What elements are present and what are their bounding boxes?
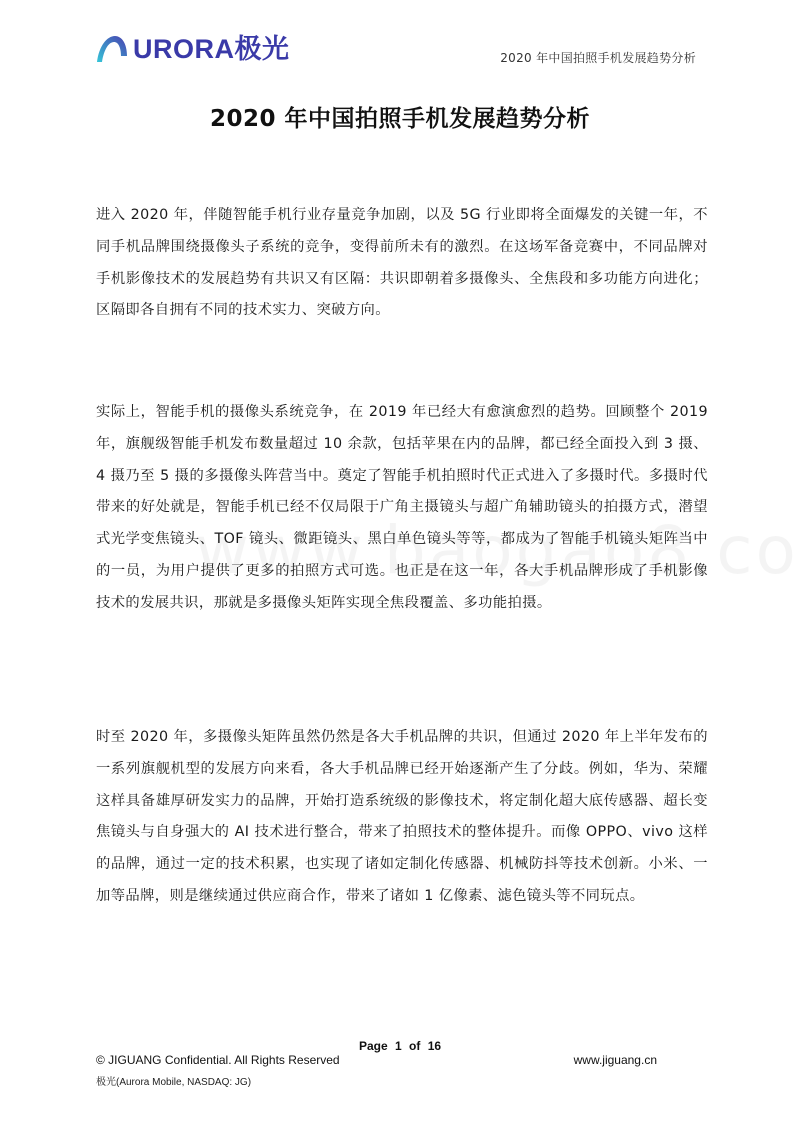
paragraph: 时至 2020 年，多摄像头矩阵虽然仍然是各大手机品牌的共识，但通过 2020 年上半年发布的一系列旗舰机型的发展方向来看，各大手机品牌已经开始逐渐产生了分歧。例如，华为、荣耀这样具备雄厚研发实力的品牌，开始打造系统级的影像技术，将定制化超大底传感器、超长变焦镜头与自身强大的 AI 技术进行整合，带来了拍照技术的整体提升。而像 OPPO、vivo 这样的品牌，通过一定的技术积累，也实现了诸如定制化传感器、机械防抖等技术创新。小米、一加等品牌，则是继续通过供应商合作，带来了诸如 1 亿像素、滤色镜头等不同玩点。 [96, 729, 708, 904]
paragraph: 实际上，智能手机的摄像头系统竞争，在 2019 年已经大有愈演愈烈的趋势。回顾整个 2019 年，旗舰级智能手机发布数量超过 10 余款，包括苹果在内的品牌，都已经全面投入到 3 摄、4 摄乃至 5 摄的多摄像头阵营当中。奠定了智能手机拍照时代正式进入了多摄时代。多摄时代带来的好处就是，智能手机已经不仅局限于广角主摄镜头与超广角辅助镜头的拍摄方式，潜望式光学变焦镜头、TOF 镜头、微距镜头、黑白单色镜头等等，都成为了智能手机镜头矩阵当中的一员，为用户提供了更多的拍照方式可选。也正是在这一年，各大手机品牌形成了手机影像技术的发展共识，那就是多摄像头矩阵实现全焦段覆盖、多功能拍摄。 [96, 404, 708, 611]
footer-website: www.jiguang.cn [573, 1053, 657, 1067]
running-header-title: 2020 年中国拍照手机发展趋势分析 [500, 51, 696, 65]
page-of: of [409, 1039, 421, 1053]
document-title: 2020 年中国拍照手机发展趋势分析 [209, 106, 591, 132]
footer-confidential: © JIGUANG Confidential. All Rights Reserved [96, 1053, 340, 1067]
aurora-logo [95, 34, 290, 64]
page-number [0, 1039, 800, 1053]
paragraph-3-container [96, 722, 708, 913]
paragraph: 进入 2020 年，伴随智能手机行业存量竞争加剧，以及 5G 行业即将全面爆发的关键一年，不同手机品牌围绕摄像头子系统的竞争，变得前所未有的激烈。在这场军备竞赛中，不同品牌对手机影像技术的发展趋势有共识又有区隔：共识即朝着多摄像头、全焦段和多功能方向进化；区隔即各自拥有不同的技术实力、突破方向。 [96, 207, 708, 319]
page-label: Page [358, 1039, 388, 1053]
paragraph-2-container [96, 397, 708, 620]
aurora-logo-icon [95, 34, 129, 64]
page-current: 1 [394, 1039, 402, 1053]
page-total: 16 [427, 1039, 442, 1053]
paragraph-1-container [96, 200, 708, 327]
footer-company: 极光(Aurora Mobile, NASDAQ: JG) [96, 1077, 252, 1088]
logo-text: URORA极光 [133, 34, 290, 64]
